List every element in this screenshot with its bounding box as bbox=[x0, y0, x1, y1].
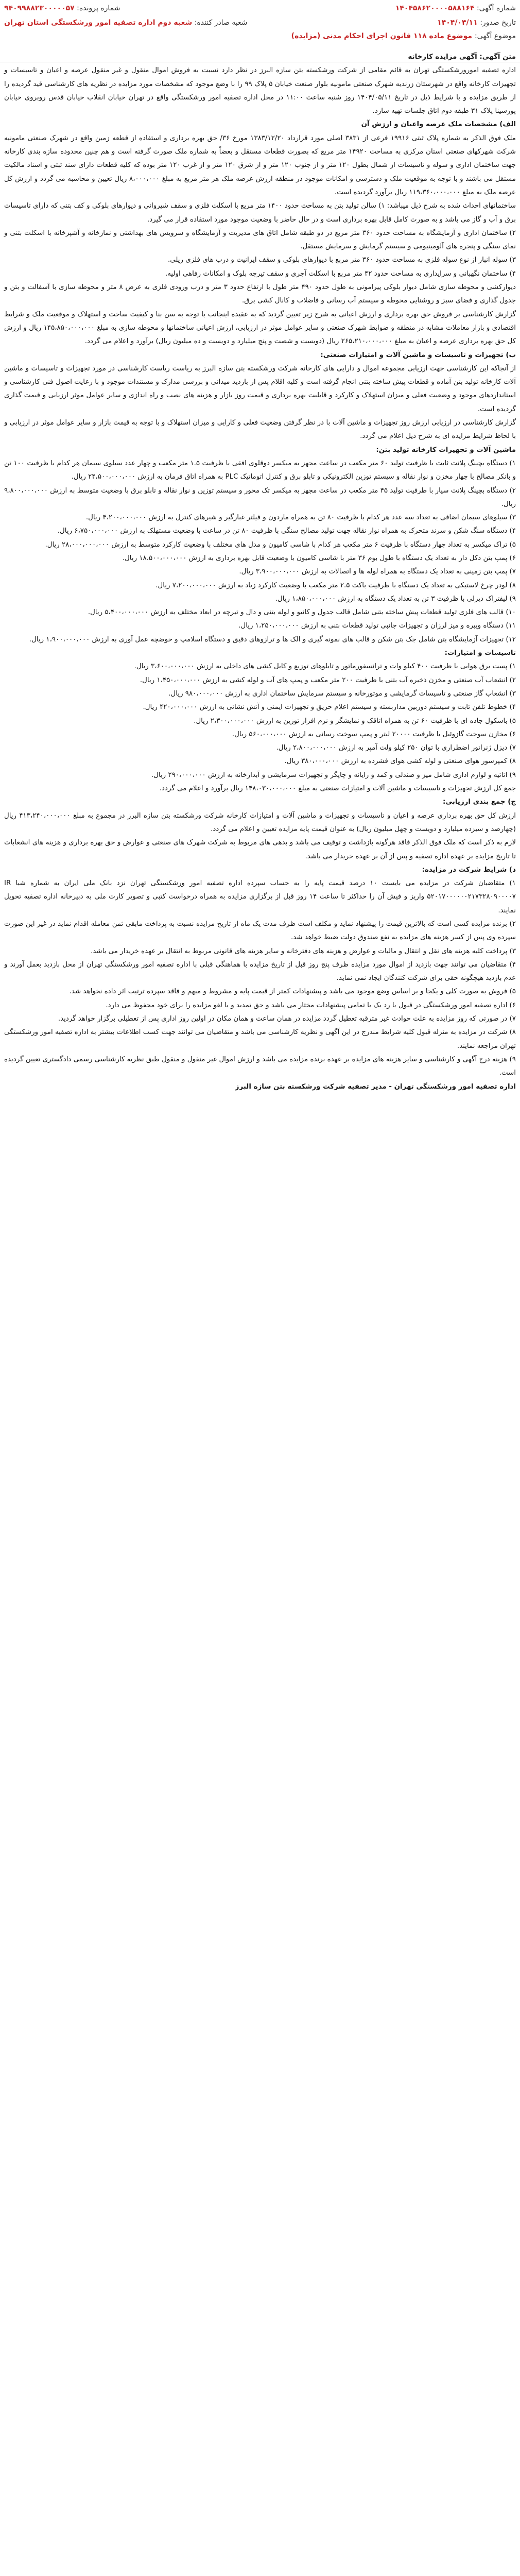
body-paragraph: ۶) اداره تصفیه امور ورشکستگی در قبول یا رد یک یا تمامی پیشنهادات مختار می باشد و حق تمدید و یا لغو مزایده را برای خود محفوظ می دارد. bbox=[106, 1001, 516, 1009]
body-paragraph: ۸) شرکت در مزایده به منزله قبول کلیه شرایط مندرج در این آگهی و نظریه کارشناسی می باشد و متقاضیان می توانند جهت کسب اطلاعات بیشتر به اداره تصفیه امور ورشکستگی تهران مراجعه نمایند. bbox=[4, 1028, 516, 1050]
section-heading: د) شرایط شرکت در مزایده: bbox=[422, 866, 516, 874]
date-label: تاریخ صدور: bbox=[480, 19, 516, 27]
section-heading: اداره تصفیه امور ورشکستگی تهران - مدیر تصفیه شرکت ورشکسته بتن سازه البرز bbox=[235, 1082, 516, 1091]
body-paragraph: ۲) برنده مزایده کسی است که بالاترین قیمت را پیشنهاد نماید و مکلف است ظرف مدت یک ماه از تاریخ مزایده نسبت به پرداخت مابقی ثمن معامله اقدام نماید در غیر این صورت سپرده وی پس از کسر هزینه های مزایده به نفع صندوق دولت ضبط خواهد شد. bbox=[4, 920, 516, 942]
body-paragraph: گزارش کارشناسی بر فروش حق بهره برداری و ارزش اعیانی به شرح زیر تعیین گردید که به عقیده اینجانب با توجه به سن بنا و کیفیت ساخت و استهلاک و موقعیت ملک و شرایط اقتصادی و بازار معاملات مشابه در منطقه و ضوابط شهرک صنعتی و سایر عوامل موثر در ارزیابی، ارزش اعیانی ساختمانها و محوطه سازی به مبلغ ۱۴۵،۸۵۰،۰۰۰،۰۰۰ ریال و ارزش کل حق بهره برداری عرصه و اعیان به مبلغ ۲۶۵،۲۱۰،۰۰۰،۰۰۰ ریال (دویست و شصت و پنج میلیارد و دویست و ده میلیون ریال) برآورد و اعلام می گردد. bbox=[4, 310, 516, 346]
body-paragraph: ۸) لودر چرخ لاستیکی به تعداد یک دستگاه با ظرفیت باکت ۲.۵ متر مکعب با وضعیت کارکرد زیاد به ارزش ۷،۲۰۰،۰۰۰،۰۰۰ ریال. bbox=[155, 581, 516, 589]
org-label: شعبه صادر کننده: bbox=[194, 19, 248, 27]
section-heading: متن آگهی: آگهی مزایده کارخانه bbox=[408, 53, 516, 61]
body-paragraph: ۶) پمپ بتن دکل دار به تعداد یک دستگاه با طول بوم ۳۶ متر با شاسی کامیون با وضعیت قابل بهره برداری به ارزش ۱۸،۵۰۰،۰۰۰،۰۰۰ ریال. bbox=[122, 554, 516, 562]
body-paragraph: ۵) باسکول جاده ای با ظرفیت ۶۰ تن به همراه اتاقک و نمایشگر و نرم افزار توزین به ارزش ۲،۳۰۰،۰۰۰،۰۰۰ ریال. bbox=[194, 717, 516, 725]
body-paragraph: ۱) پست برق هوایی با ظرفیت ۴۰۰ کیلو وات و ترانسفورماتور و تابلوهای توزیع و کابل کشی های داخلی به ارزش ۳،۶۰۰،۰۰۰،۰۰۰ ریال. bbox=[134, 663, 516, 671]
body-paragraph: ۹) لیفتراک دیزلی با ظرفیت ۳ تن به تعداد یک دستگاه به ارزش ۱،۸۵۰،۰۰۰،۰۰۰ ریال. bbox=[275, 595, 516, 603]
body-paragraph: ۳) انشعاب گاز صنعتی و تاسیسات گرمایشی و موتورخانه و سیستم سرمایش ساختمان اداری به ارزش ۹۸۰،۰۰۰،۰۰۰ ریال. bbox=[168, 689, 516, 698]
body-paragraph: ۴) خطوط تلفن ثابت و سیستم دوربین مداربسته و سیستم اعلام حریق و تجهیزات ایمنی و آتش نشانی به ارزش ۴۲۰،۰۰۰،۰۰۰ ریال. bbox=[143, 703, 516, 711]
date-value: ۱۴۰۴/۰۴/۱۱ bbox=[437, 19, 478, 27]
case-value: ۹۴۰۹۹۸۸۲۳۰۰۰۰۰۵۷ bbox=[4, 4, 75, 12]
section-heading: ج) جمع بندی ارزیابی: bbox=[442, 798, 516, 806]
body-paragraph: گزارش کارشناسی در ارزیابی ارزش روز تجهیزات و ماشین آلات با در نظر گرفتن وضعیت فعلی و کارایی و میزان استهلاک و با توجه به قیمت بازار و سایر عوامل موثر در ارزیابی و با لحاظ شرایط مزایده ای به شرح ذیل اعلام می گردد. bbox=[4, 419, 516, 440]
org-value: شعبه دوم اداره تصفیه امور ورشکستگی استان تهران bbox=[4, 19, 193, 27]
body-paragraph: از آنجاکه این کارشناسی جهت ارزیابی مجموعه اموال و دارایی های کارخانه شرکت ورشکسته بتن سازه البرز به ریاست ریاست کارشناسی در مورد تجهیزات و تاسیسات و ماشین آلات کارخانه تولید بتن آماده و قطعات پیش ساخته بتنی انجام گرفته است و کلیه اقلام پس از بازدید میدانی و بررسی مدارک و مستندات موجود و با رعایت اصول فنی کارشناسی و استانداردهای موجود و وضعیت فعلی و میزان استهلاک و کارکرد و قابلیت بهره برداری و قیمت روز بازار و هزینه های نصب و راه اندازی و سایر عوامل موثر ارزیابی و قیمت گذاری گردیده است. bbox=[4, 364, 516, 413]
header-row-2 bbox=[4, 18, 516, 28]
body-paragraph: ۳) پرداخت کلیه هزینه های نقل و انتقال و مالیات و عوارض و هزینه های دفترخانه و سایر هزینه های قانونی مربوط به انتقال بر عهده خریدار می باشد. bbox=[91, 947, 516, 955]
body-paragraph: دیوارکشی و محوطه سازی شامل دیوار بلوکی پیرامونی به طول حدود ۴۹۰ متر طول با ارتفاع حدود ۳ متر و درب ورودی فلزی به عرض ۸ متر و محوطه سازی با آسفالت و بتن و جدول گذاری و فضای سبز و روشنایی محوطه و سیستم آب رسانی و فاضلاب و کانال کشی برق. bbox=[4, 283, 516, 305]
body-paragraph: ۵) فروش به صورت کلی و یکجا و بر اساس وضع موجود می باشد و پیشنهادات کمتر از قیمت پایه و مشروط و مبهم و فاقد سپرده ترتیب اثر داده نخواهد شد. bbox=[69, 988, 516, 996]
body-paragraph: ارزش کل حق بهره برداری عرصه و اعیان و تاسیسات و تجهیزات و ماشین آلات و امتیازات کارخانه شرکت ورشکسته بتن سازه البرز در مجموع به مبلغ ۴۱۳،۲۴۰،۰۰۰،۰۰۰ ریال (چهارصد و سیزده میلیارد و دویست و چهل میلیون ریال) به عنوان قیمت پایه مزایده تعیین و اعلام می گردد. bbox=[4, 811, 516, 833]
body-paragraph: ساختمانهای احداث شده به شرح ذیل میباشد: ۱) سالن تولید بتن به مساحت حدود ۱۴۰۰ متر مربع با اسکلت فلزی و سقف شیروانی و دیوارهای بلوکی و کف بتنی که دارای تاسیسات برق و آب و گاز می باشد و به صورت کامل قابل بهره برداری است و در حال حاضر با وضعیت موجود مورد استفاده قرار می گیرد. bbox=[4, 202, 516, 224]
tracking-value: ۱۴۰۴۵۸۶۲۰۰۰۰۵۸۸۱۶۴ bbox=[395, 4, 475, 12]
body-paragraph: ۱) متقاضیان شرکت در مزایده می بایست ۱۰ درصد قیمت پایه را به حساب سپرده اداره تصفیه امور ورشکستگی تهران نزد بانک ملی ایران به شماره شبا IR ۵۲۰۱۷۰۰۰۰۰۰۲۱۷۳۲۸۰۹۰۰۰۰۷ واریز و فیش آن را حداکثر تا ساعت ۱۴ روز قبل از برگزاری مزایده به همراه درخواست کتبی و تصویر کارت ملی به دبیرخانه اداره تصفیه تحویل نمایند. bbox=[4, 879, 516, 914]
body-paragraph: ۴) متقاضیان می توانند جهت بازدید از اموال مورد مزایده ظرف پنج روز قبل از تاریخ مزایده با هماهنگی قبلی با اداره تصفیه امور ورشکستگی تهران از محل بازدید بعمل آورند و عدم بازدید هیچگونه حقی برای شرکت کنندگان ایجاد نمی نماید. bbox=[4, 960, 516, 982]
body-paragraph: اداره تصفیه امورورشکستگی تهران به قائم مقامی از شرکت ورشکسته بتن سازه البرز در نظر دارد نسبت به فروش اموال منقول و غیر منقول عرصه و اعیان و تاسیسات و تجهیزات کارخانه واقع در شهرستان زرندیه شهرک صنعتی مامونیه بلوار صنعت خیابان ۵ پلاک ۹۹ را با وضع موجود که مشخصات مورد مزایده در نظریه های کارشناسی قید گردیده را از طریق مزایده و با شرایط ذیل در تاریخ ۱۴۰۴/۰۵/۱۱ روز شنبه ساعت ۱۱:۰۰ در محل اداره تصفیه امور ورشکستگی واقع در تهران خیابان انقلاب خیابان قدس روبروی خیابان پورسینا پلاک ۳۱ طبقه دوم اتاق جلسات تهیه سازد. bbox=[4, 66, 516, 115]
body-paragraph: ۹) اثاثیه و لوازم اداری شامل میز و صندلی و کمد و رایانه و چاپگر و تجهیزات سرمایشی و آبدارخانه به ارزش ۲۹۰،۰۰۰،۰۰۰ ریال. bbox=[151, 771, 516, 779]
tracking-number bbox=[395, 3, 516, 13]
section-heading: ماشین آلات و تجهیزات کارخانه تولید بتن: bbox=[376, 446, 516, 454]
body-paragraph: ۲) دستگاه بچینگ پلانت سیار با ظرفیت تولید ۴۵ متر مکعب در ساعت مجهز به میکسر تک محور و سیستم توزین و نوار نقاله و تابلو برق با وضعیت متوسط به ارزش ۹،۸۰۰،۰۰۰،۰۰۰ ریال. bbox=[4, 486, 516, 508]
body-paragraph: ۵) تراک میکسر به تعداد چهار دستگاه با ظرفیت ۶ متر مکعب هر کدام با شاسی کامیون و مدل های مختلف با وضعیت کارکرد متوسط به ارزش ۲۸،۰۰۰،۰۰۰،۰۰۰ ریال. bbox=[45, 540, 516, 549]
body-paragraph: ۸) کمپرسور هوای صنعتی و لوله کشی هوای فشرده به ارزش ۳۸۰،۰۰۰،۰۰۰ ریال. bbox=[284, 757, 516, 766]
body-paragraph: ۱۱) دستگاه ویبره و میز لرزان و تجهیزات جانبی تولید قطعات بتنی به ارزش ۱،۲۵۰،۰۰۰،۰۰۰ ریال. bbox=[238, 622, 516, 630]
body-paragraph: ۷) در صورتی که روز مزایده به علت حوادث غیر مترقبه تعطیل گردد مزایده در همان ساعت و همان مکان در اولین روز اداری پس از تعطیلی برگزار خواهد گردید. bbox=[58, 1015, 516, 1023]
issuing-branch bbox=[4, 18, 248, 28]
body-paragraph: ۱) دستگاه بچینگ پلانت ثابت با ظرفیت تولید ۶۰ متر مکعب در ساعت مجهز به میکسر دوقلوی افقی با ظرفیت ۱.۵ متر مکعب و چهار عدد سیلوی سیمان هر کدام با ظرفیت ۱۰۰ تن و بانکر مصالح با چهار مخزن و نوار نقاله و سیستم توزین الکترونیکی و تابلو برق و کنترل اتوماتیک PLC به همراه اتاق فرمان به ارزش ۲۴،۵۰۰،۰۰۰،۰۰۰ ریال. bbox=[4, 459, 516, 481]
body-paragraph: ۳) سوله انبار از نوع سوله فلزی به مساحت حدود ۳۶۰ متر مربع با دیوارهای بلوکی و سقف ایرانیت و درب های فلزی ریلی. bbox=[167, 256, 516, 264]
body-paragraph: ۹) هزینه درج آگهی و کارشناسی و سایر هزینه های مزایده بر عهده برنده مزایده می باشد و ارزش اموال غیر منقول و منقول طبق نظریه کارشناسی رسمی دادگستری تعیین گردیده است. bbox=[4, 1055, 516, 1077]
section-heading: ب) تجهیزات و تاسیسات و ماشین آلات و امتیازات صنعتی: bbox=[320, 351, 516, 359]
section-heading: تاسیسات و امتیازات: bbox=[444, 649, 516, 657]
body-paragraph: ۱۰) قالب های فلزی تولید قطعات پیش ساخته بتنی شامل قالب جدول و کانیو و لوله بتنی و دال و تیرچه در ابعاد مختلف به ارزش ۵،۴۰۰،۰۰۰،۰۰۰ ریال. bbox=[88, 608, 516, 617]
section-heading: الف) مشخصات ملک عرصه واعیان و ارزش آن bbox=[361, 121, 516, 129]
body-paragraph: ۷) دیزل ژنراتور اضطراری با توان ۲۵۰ کیلو ولت آمپر به ارزش ۲،۸۰۰،۰۰۰،۰۰۰ ریال. bbox=[276, 744, 516, 752]
body-paragraph: ۴) ساختمان نگهبانی و سرایداری به مساحت حدود ۴۲ متر مربع با اسکلت آجری و سقف تیرچه بلوک و امکانات رفاهی اولیه. bbox=[165, 269, 516, 278]
body-paragraph: ملک فوق الذکر به شماره پلاک ثبتی ۱۹۹۱۶ فرعی از ۳۸۳۱ اصلی مورد قرارداد ۱۳۸۳/۱۲/۲۰ مورخ ۳۶/ حق بهره برداری و استفاده از قطعه زمین واقع در شهرک صنعتی مامونیه شرکت شهرکهای صنعتی استان مرکزی به مساحت ۱۴۹۲۰ متر مربع که بصورت قطعات مستقل و بعضاً به شماره ملک صورت گرفته است و هم چنین محدوده سازه بندی کارخانه جهت ساختمان اداری و سوله و تاسیسات از شمال بطول ۱۲۰ متر و از جنوب ۱۲۰ متر و از شرق ۱۲۰ متر و از غرب ۱۲۰ متر بوده که کلیه قطعات دارای سند ثبتی و اسناد مالکیت مستقل می باشند و با توجه به موقعیت ملک و دسترسی و امکانات موجود در منطقه ارزش عرصه ملک هر متر مربع به مبلغ ۸،۰۰۰،۰۰۰ ریال تعیین و محاسبه می گردد و ارزش کل عرصه ملک به مبلغ ۱۱۹،۳۶۰،۰۰۰،۰۰۰ ریال برآورد گردیده است. bbox=[4, 134, 516, 196]
issue-date bbox=[437, 18, 516, 28]
header-row-1 bbox=[4, 3, 516, 13]
case-label: شماره پرونده: bbox=[77, 4, 120, 12]
subject-label: موضوع آگهی: bbox=[474, 32, 516, 40]
notice-body bbox=[4, 50, 516, 2576]
body-paragraph: ۲) انشعاب آب صنعتی و مخزن ذخیره آب بتنی با ظرفیت ۲۰۰ متر مکعب و پمپ های آب و لوله کشی به ارزش ۱،۴۵۰،۰۰۰،۰۰۰ ریال. bbox=[140, 676, 516, 684]
body-paragraph: ۲) ساختمان اداری و آزمایشگاه به مساحت حدود ۳۶۰ متر مربع در دو طبقه شامل اتاق های مدیریت و آزمایشگاه و سرویس های بهداشتی و نمازخانه و آشپزخانه با اسکلت بتنی و نمای سنگی و پنجره های آلومینیومی و سیستم گرمایش و سرمایش مستقل. bbox=[4, 229, 516, 251]
tracking-label: شماره آگهی: bbox=[476, 4, 516, 12]
body-paragraph: ۳) سیلوهای سیمان اضافی به تعداد سه عدد هر کدام با ظرفیت ۸۰ تن به همراه ماردون و فیلتر غبارگیر و شیرهای کنترل به ارزش ۴،۲۰۰،۰۰۰،۰۰۰ ریال. bbox=[85, 514, 516, 522]
subject-value: موضوع ماده ۱۱۸ قانون اجرای احکام مدنی (مزایده) bbox=[291, 32, 473, 40]
case-number bbox=[4, 3, 120, 13]
notice-subject bbox=[4, 32, 516, 40]
body-paragraph: ۴) دستگاه سنگ شکن و سرند متحرک به همراه نوار نقاله جهت تولید مصالح سنگی با ظرفیت ۸۰ تن در ساعت با وضعیت مستهلک به ارزش ۶،۷۵۰،۰۰۰،۰۰۰ ریال. bbox=[57, 527, 516, 535]
body-paragraph: جمع کل ارزش تجهیزات و تاسیسات و ماشین آلات و امتیازات صنعتی به مبلغ ۱۴۸،۰۳۰،۰۰۰،۰۰۰ ریال برآورد و اعلام می گردد. bbox=[159, 785, 516, 793]
body-paragraph: لازم به ذکر است که ملک فوق الذکر فاقد هرگونه بازداشت و توقیف می باشد و بدهی های مربوط به شرکت شهرک های صنعتی و عوارض و حق بهره برداری و هزینه های انشعابات تا تاریخ مزایده بر عهده اداره تصفیه و پس از آن بر عهده خریدار می باشد. bbox=[4, 839, 516, 860]
body-paragraph: ۱۲) تجهیزات آزمایشگاه بتن شامل جک بتن شکن و قالب های نمونه گیری و الک ها و ترازوهای دقیق و دستگاه اسلامپ و حوضچه عمل آوری به ارزش ۱،۹۰۰،۰۰۰،۰۰۰ ریال. bbox=[29, 635, 516, 643]
body-paragraph: ۷) پمپ بتن زمینی به تعداد یک دستگاه به همراه لوله ها و اتصالات به ارزش ۳،۹۰۰،۰۰۰،۰۰۰ ریال. bbox=[239, 568, 516, 576]
body-paragraph: ۶) مخازن سوخت گازوئیل با ظرفیت ۲۰۰۰۰ لیتر و پمپ سوخت رسانی به ارزش ۵۶۰،۰۰۰،۰۰۰ ریال. bbox=[232, 730, 516, 738]
